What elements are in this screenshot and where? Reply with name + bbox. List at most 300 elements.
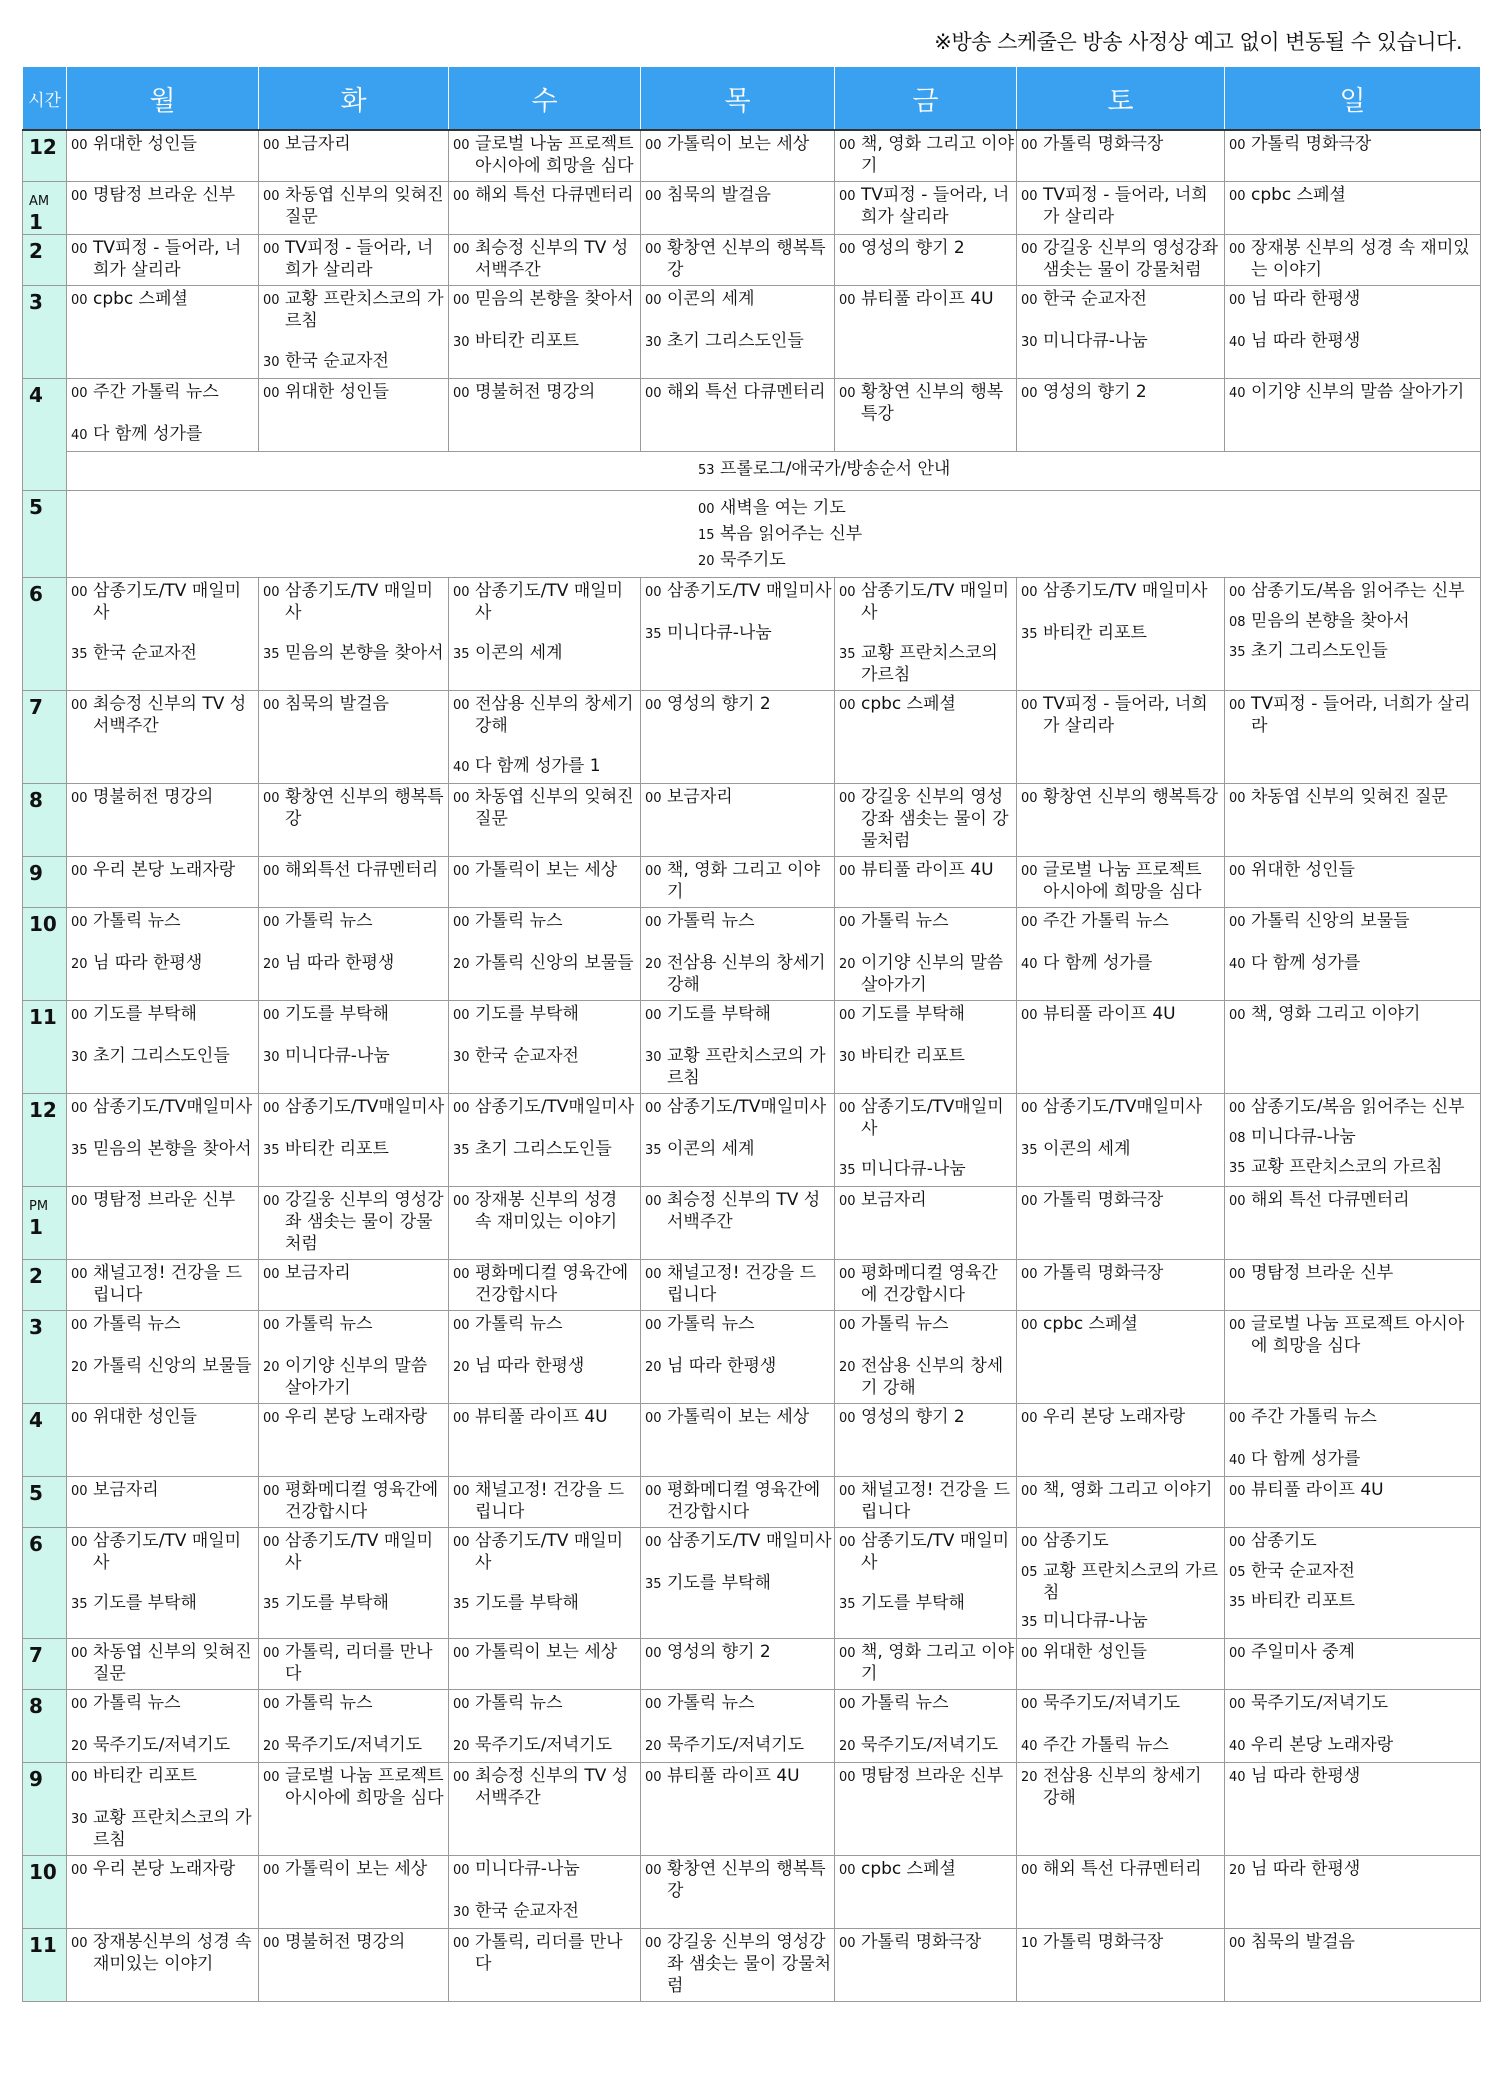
program-title: 전삼용 신부의 창세기 강해 [667,953,826,995]
program-title: 명불허전 명강의 [475,382,596,402]
program-entry [835,182,1016,232]
program-entry [1225,857,1480,887]
program-title: 가톨릭 신앙의 보물들 [475,953,634,973]
program-cell [67,379,259,452]
schedule-row [23,1477,1481,1528]
program-entry [1017,131,1224,161]
program-cell [259,286,449,379]
program-entry [641,1570,834,1600]
program-cell [259,1094,449,1187]
program-minute: 00 [263,1863,280,1878]
program-minute: 35 [1229,645,1246,660]
program-cell [1017,784,1225,857]
program-title: 삼종기도/TV 매일미사 [475,1531,624,1573]
program-minute: 35 [645,627,662,642]
program-title: 이콘의 세계 [475,643,563,663]
program-minute: 05 [1021,1565,1038,1580]
program-entry [67,908,258,938]
program-cell [1017,182,1225,235]
program-entry [1017,1001,1224,1031]
program-entry [641,578,834,608]
program-entry [67,1639,258,1689]
program-minute: 00 [453,138,470,153]
program-entry [449,1898,640,1928]
program-title: 다 함께 성가를 1 [475,756,601,776]
program-minute: 00 [1021,242,1038,257]
program-title: 가톨릭 뉴스 [285,1314,373,1334]
program-cell [835,1187,1017,1260]
program-minute: 00 [1021,1646,1038,1661]
program-minute: 40 [1229,1453,1246,1468]
program-cell [1225,1856,1481,1929]
program-entry [835,1353,1016,1403]
program-title: 영성의 향기 2 [1043,382,1147,402]
program-cell [1225,1639,1481,1690]
program-title: 가톨릭 뉴스 [93,1314,181,1334]
program-title: 주간 가톨릭 뉴스 [93,382,219,402]
program-entry [835,1763,1016,1793]
program-title: 기도를 부탁해 [93,1004,197,1024]
hour-label: 5 [29,495,43,519]
program-cell [449,1528,641,1639]
program-title: 바티칸 리포트 [1251,1591,1355,1611]
program-minute: 00 [263,1697,280,1712]
program-entry [67,857,258,887]
hour-label: 2 [29,239,43,263]
program-title: 기도를 부탁해 [667,1004,771,1024]
hour-cell [23,1094,67,1187]
program-minute: 35 [839,647,856,662]
program-entry [641,1528,834,1558]
program-minute: 00 [645,1646,662,1661]
program-minute: 00 [839,698,856,713]
program-entry [1017,784,1224,814]
program-cell [259,1311,449,1404]
program-title: 전삼용 신부의 창세기 강해 [475,694,634,736]
program-entry [67,1805,258,1855]
program-title: 기도를 부탁해 [861,1004,965,1024]
program-minute: 35 [453,1597,470,1612]
program-entry [449,1094,640,1124]
program-minute: 00 [453,791,470,806]
program-cell [67,1404,259,1477]
program-entry [449,640,640,670]
program-cell [67,1763,259,1856]
program-cell [835,235,1017,286]
hour-cell [23,1639,67,1690]
program-title: 미니다큐-나눔 [475,1859,580,1879]
program-minute: 00 [263,189,280,204]
program-cell [1225,1690,1481,1763]
program-title: 교황 프란치스코의 가르침 [93,1808,252,1850]
program-minute: 00 [263,1267,280,1282]
program-minute: 00 [453,1267,470,1282]
program-minute: 35 [453,647,470,662]
program-title: 침묵의 발걸음 [1251,1932,1355,1952]
program-title: 명불허전 명강의 [285,1932,406,1952]
program-entry [835,235,1016,265]
program-title: 영성의 향기 2 [861,1407,965,1427]
program-entry [67,578,258,628]
program-entry [835,1929,1016,1959]
hour-label: 5 [29,1481,43,1505]
program-entry [1225,1528,1480,1558]
program-minute: 00 [1229,1936,1246,1951]
program-minute: 00 [1229,1484,1246,1499]
program-cell [1225,1929,1481,2002]
program-minute: 00 [1229,915,1246,930]
program-cell [641,784,835,857]
program-cell [449,1690,641,1763]
program-title: 다 함께 성가를 [1251,1449,1361,1469]
program-cell [259,1260,449,1311]
program-minute: 40 [453,760,470,775]
program-cell [1017,1260,1225,1311]
program-title: 삼종기도/TV 매일미사 [1043,581,1208,601]
program-entry [835,1477,1016,1527]
hour-label: 9 [29,1767,43,1791]
program-title: 삼종기도/TV매일미사 [861,1097,1004,1139]
program-minute: 40 [1021,957,1038,972]
program-title: 프롤로그/애국가/방송순서 안내 [720,459,951,479]
program-cell [1017,1477,1225,1528]
program-title: 뷰티풀 라이프 4U [1251,1480,1384,1500]
program-title: 이기양 신부의 말씀 살아가기 [285,1356,428,1398]
program-entry [835,1187,1016,1217]
program-minute: 00 [453,1535,470,1550]
program-minute: 00 [263,1535,280,1550]
program-entry [835,1590,1016,1620]
program-title: 삼종기도/복음 읽어주는 신부 [1251,581,1465,601]
program-cell [67,857,259,908]
schedule-row [23,1763,1481,1856]
program-entry [449,1639,640,1669]
program-entry [67,640,258,670]
program-title: 삼종기도/TV 매일미사 [285,581,434,623]
program-cell [1225,784,1481,857]
program-minute: 30 [71,1050,88,1065]
program-cell [1017,691,1225,784]
program-entry [449,1690,640,1720]
program-title: 위대한 성인들 [93,134,197,154]
hour-label: 7 [29,695,43,719]
program-cell [1017,1690,1225,1763]
program-title: 해외특선 다큐멘터리 [285,860,439,880]
program-cell [259,1856,449,1929]
program-minute: 00 [71,386,88,401]
program-minute: 00 [71,585,88,600]
program-title: 보금자리 [667,787,733,807]
hour-cell [23,691,67,784]
program-minute: 00 [263,242,280,257]
program-entry [259,1187,448,1259]
hour-cell [23,1404,67,1477]
program-title: 뷰티풀 라이프 4U [861,289,994,309]
program-minute: 00 [263,138,280,153]
program-minute: 00 [1229,1194,1246,1209]
program-title: 해외 특선 다큐멘터리 [1251,1190,1410,1210]
program-entry [694,495,1014,521]
program-title: 글로벌 나눔 프로젝트 아시아에 희망을 심다 [1251,1314,1465,1356]
program-entry [1225,908,1480,938]
program-title: TV피정 - 들어라, 너희가 살리라 [861,185,1010,227]
program-cell [1017,1763,1225,1856]
program-cell [835,1477,1017,1528]
program-minute: 00 [1229,864,1246,879]
program-title: 미니다큐-나눔 [861,1159,966,1179]
program-entry [449,235,640,285]
program-title: 한국 순교자전 [1043,289,1147,309]
program-minute: 35 [839,1597,856,1612]
program-title: 묵주기도 [720,550,786,570]
program-title: 책, 영화 그리고 이야기 [1043,1480,1213,1500]
program-minute: 00 [839,1770,856,1785]
program-entry [1017,1311,1224,1341]
program-entry [641,1260,834,1310]
program-title: 우리 본당 노래자랑 [93,1859,236,1879]
program-minute: 00 [453,1101,470,1116]
program-title: 우리 본당 노래자랑 [285,1407,428,1427]
program-minute: 00 [839,1936,856,1951]
program-entry [259,1260,448,1290]
program-title: 가톨릭 뉴스 [861,1314,949,1334]
program-entry [67,1001,258,1031]
program-entry [1017,1763,1224,1813]
program-minute: 00 [645,698,662,713]
hour-cell [23,784,67,857]
program-title: 믿음의 본향을 찾아서 [1251,611,1410,631]
hour-label: 4 [29,383,43,407]
program-title: 주간 가톨릭 뉴스 [1043,1735,1169,1755]
program-minute: 00 [71,1770,88,1785]
program-minute: 35 [1021,1143,1038,1158]
program-cell [67,691,259,784]
program-cell [1225,578,1481,691]
program-entry [1017,1856,1224,1886]
program-cell [1225,691,1481,784]
program-cell [449,1763,641,1856]
program-minute: 40 [1229,1770,1246,1785]
program-entry [67,131,258,161]
program-minute: 00 [839,242,856,257]
schedule-row [23,1528,1481,1639]
hour-cell [23,1001,67,1094]
program-title: 가톨릭 뉴스 [861,1693,949,1713]
program-title: 님 따라 한평생 [93,953,203,973]
schedule-row [23,235,1481,286]
program-cell [449,908,641,1001]
program-entry [259,131,448,161]
program-minute: 00 [71,1535,88,1550]
program-entry [1225,328,1480,358]
program-title: 기도를 부탁해 [93,1593,197,1613]
program-minute: 00 [839,585,856,600]
program-entry [449,1136,640,1166]
program-cell [1225,1094,1481,1187]
program-minute: 00 [453,1936,470,1951]
program-entry [259,908,448,938]
program-title: 명탐정 브라운 신부 [861,1766,1004,1786]
hour-cell [23,1763,67,1856]
program-entry [449,1311,640,1341]
program-cell [1225,1187,1481,1260]
program-title: 해외 특선 다큐멘터리 [1043,1859,1202,1879]
program-title: 보금자리 [93,1480,159,1500]
program-title: 위대한 성인들 [1043,1642,1147,1662]
program-title: 주일미사 중계 [1251,1642,1355,1662]
program-entry [835,691,1016,721]
program-title: 교황 프란치스코의 가르침 [1251,1157,1443,1177]
program-entry [259,1929,448,1959]
program-minute: 00 [71,864,88,879]
program-minute: 00 [1229,1697,1246,1712]
program-title: 삼종기도/TV매일미사 [93,1097,253,1117]
program-cell [1017,578,1225,691]
hour-label: 3 [29,290,43,314]
program-minute: 00 [839,1318,856,1333]
program-title: 평화메디컬 영육간에 건강합시다 [475,1263,629,1305]
program-title: 책, 영화 그리고 이야기 [861,1642,1014,1684]
program-minute: 00 [645,138,662,153]
schedule-row [23,1001,1481,1094]
program-entry [449,286,640,316]
program-cell [1225,1477,1481,1528]
schedule-table [22,66,1481,2002]
program-cell [259,1929,449,2002]
program-cell [835,784,1017,857]
program-entry [1017,286,1224,316]
schedule-row [23,1856,1481,1929]
program-minute: 05 [1229,1565,1246,1580]
program-entry [1225,950,1480,980]
program-entry [835,857,1016,887]
program-entry [1017,1732,1224,1762]
program-title: 글로벌 나눔 프로젝트 아시아에 희망을 심다 [1043,860,1202,902]
program-entry [1017,1187,1224,1217]
program-entry [694,521,1014,547]
program-minute: 00 [1021,1101,1038,1116]
program-entry [1225,1154,1480,1184]
program-minute: 10 [1021,1936,1038,1951]
program-minute: 00 [263,1770,280,1785]
schedule-row [23,784,1481,857]
program-entry [1017,857,1224,907]
program-entry [259,1353,448,1403]
program-entry [67,1590,258,1620]
program-entry [67,1763,258,1793]
schedule-row [23,857,1481,908]
program-title: 삼종기도/TV 매일미사 [861,581,1010,623]
program-minute: 00 [645,1411,662,1426]
program-entry [1017,1136,1224,1166]
program-title: 평화메디컬 영육간에 건강합시다 [667,1480,821,1522]
program-title: 님 따라 한평생 [667,1356,777,1376]
program-entry [641,1187,834,1237]
program-minute: 00 [645,1863,662,1878]
program-title: 보금자리 [285,134,351,154]
program-entry [449,1732,640,1762]
program-minute: 30 [453,1050,470,1065]
program-minute: 00 [1229,698,1246,713]
program-title: 미니다큐-나눔 [667,623,772,643]
program-title: 바티칸 리포트 [1043,623,1147,643]
program-cell [1225,235,1481,286]
program-minute: 35 [453,1143,470,1158]
program-entry [641,784,834,814]
program-minute: 20 [645,1360,662,1375]
program-title: 강길웅 신부의 영성강좌 샘솟는 물이 강물처럼 [285,1190,444,1254]
program-entry [641,1311,834,1341]
program-entry [641,379,834,409]
program-entry [1225,1732,1480,1762]
hour-cell [23,857,67,908]
schedule-row [23,1311,1481,1404]
program-entry [1225,638,1480,668]
program-title: 차동엽 신부의 잊혀진 질문 [285,185,444,227]
schedule-notice: ※방송 스케줄은 방송 사정상 예고 없이 변동될 수 있습니다. [934,30,1462,54]
program-entry [1017,1690,1224,1720]
program-title: 전삼용 신부의 창세기 강해 [861,1356,1004,1398]
program-entry [835,1260,1016,1310]
program-cell [1225,1001,1481,1094]
program-title: 가톨릭 명화극장 [1043,1263,1164,1283]
program-cell [259,1404,449,1477]
program-cell [67,1929,259,2002]
program-minute: 00 [645,386,662,401]
program-entry [449,182,640,212]
program-minute: 00 [263,1194,280,1209]
program-entry [67,1353,258,1383]
program-entry [835,1856,1016,1886]
program-entry [67,1404,258,1434]
program-cell [835,908,1017,1001]
program-entry [1017,182,1224,232]
program-cell [1017,1528,1225,1639]
program-entry [1225,1588,1480,1618]
program-title: 가톨릭 뉴스 [861,911,949,931]
program-entry [259,1043,448,1073]
program-cell [641,1260,835,1311]
program-title: 다 함께 성가를 [1251,953,1361,973]
header-day-sun: 일 [1225,67,1481,131]
schedule-body [23,130,1481,2002]
program-entry [449,691,640,741]
program-cell [1225,1404,1481,1477]
program-minute: 00 [645,1936,662,1951]
program-entry [835,908,1016,938]
program-title: 가톨릭 명화극장 [861,1932,982,1952]
program-minute: 40 [1229,1739,1246,1754]
program-entry [67,1260,258,1310]
program-entry [835,950,1016,1000]
program-cell [1225,286,1481,379]
program-title: 삼종기도/복음 읽어주는 신부 [1251,1097,1465,1117]
program-title: 명탐정 브라운 신부 [93,185,236,205]
program-entry [641,620,834,650]
program-entry [259,950,448,980]
program-cell [449,1001,641,1094]
program-entry [449,1187,640,1237]
program-minute: 00 [1021,698,1038,713]
program-title: 초기 그리스도인들 [667,331,804,351]
program-minute: 00 [453,293,470,308]
program-title: 강길웅 신부의 영성강좌 샘솟는 물이 강물처럼 [1043,238,1219,280]
program-minute: 08 [1229,615,1246,630]
hour-label: 6 [29,1532,43,1556]
program-title: 삼종기도/TV 매일미사 [667,581,832,601]
hour-label: 10 [29,912,57,936]
program-minute: 20 [839,957,856,972]
